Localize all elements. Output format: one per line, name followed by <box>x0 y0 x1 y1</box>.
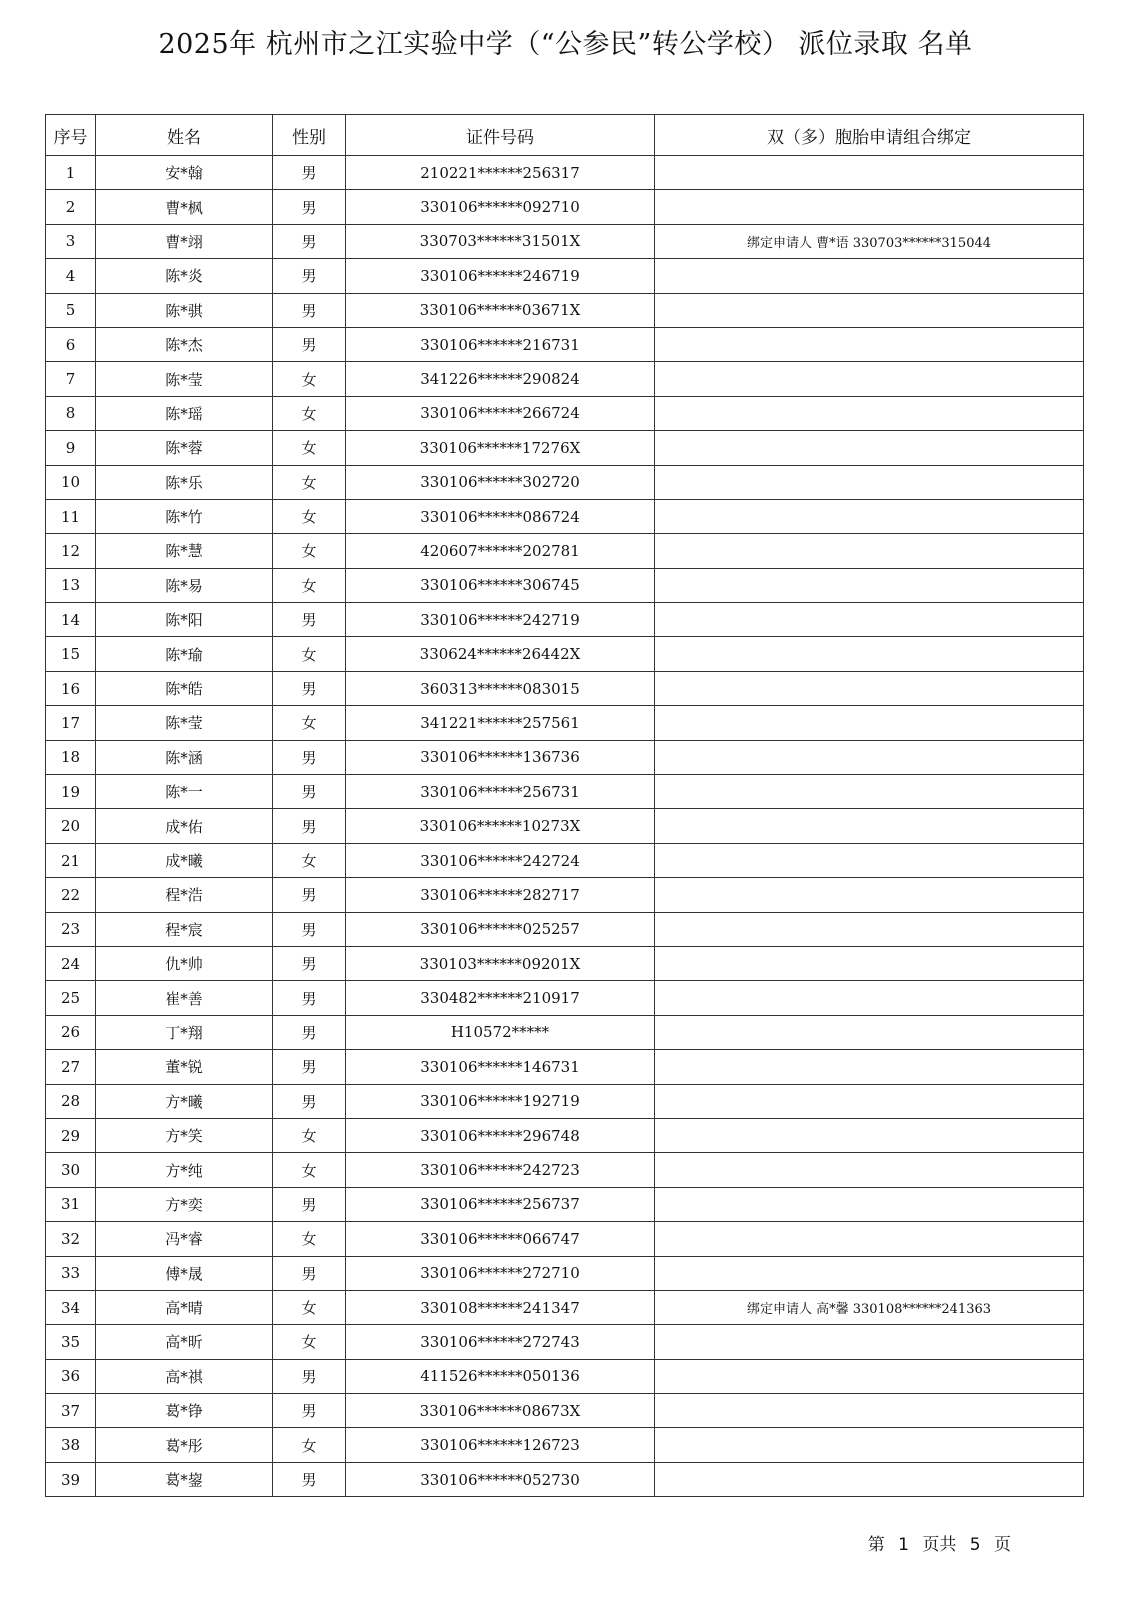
id-number: 330106******242719 <box>346 603 655 637</box>
id-number: 330482******210917 <box>346 981 655 1015</box>
student-name: 陈*莹 <box>96 362 273 396</box>
id-number: 330106******266724 <box>346 396 655 430</box>
student-name: 陈*一 <box>96 775 273 809</box>
id-number: 330106******17276X <box>346 431 655 465</box>
table-row <box>46 327 1084 361</box>
student-name: 方*曦 <box>96 1084 273 1118</box>
twin-binding <box>655 362 1084 396</box>
twin-binding <box>655 740 1084 774</box>
table-row <box>46 224 1084 258</box>
student-name: 陈*瑶 <box>96 396 273 430</box>
id-number: 330108******241347 <box>346 1290 655 1324</box>
table-row <box>46 1084 1084 1118</box>
table-row <box>46 1394 1084 1428</box>
id-number: 330106******025257 <box>346 912 655 946</box>
table-row <box>46 362 1084 396</box>
twin-binding <box>655 1050 1084 1084</box>
student-name: 曹*枫 <box>96 190 273 224</box>
twin-binding <box>655 431 1084 465</box>
row-index: 17 <box>46 706 96 740</box>
row-index: 7 <box>46 362 96 396</box>
table-row <box>46 396 1084 430</box>
id-number: 341221******257561 <box>346 706 655 740</box>
id-number: 330106******136736 <box>346 740 655 774</box>
student-name: 崔*善 <box>96 981 273 1015</box>
gender: 女 <box>273 1153 346 1187</box>
student-name: 安*翰 <box>96 156 273 190</box>
table-row <box>46 568 1084 602</box>
table-row <box>46 843 1084 877</box>
row-index: 10 <box>46 465 96 499</box>
twin-binding <box>655 1187 1084 1221</box>
row-index: 38 <box>46 1428 96 1462</box>
twin-binding <box>655 671 1084 705</box>
row-index: 4 <box>46 259 96 293</box>
twin-binding <box>655 912 1084 946</box>
table-row <box>46 465 1084 499</box>
table-row <box>46 534 1084 568</box>
twin-binding <box>655 843 1084 877</box>
gender: 女 <box>273 1290 346 1324</box>
gender: 男 <box>273 1394 346 1428</box>
header-twin-binding: 双（多）胞胎申请组合绑定 <box>655 115 1084 156</box>
gender: 男 <box>273 190 346 224</box>
table-row <box>46 706 1084 740</box>
row-index: 24 <box>46 946 96 980</box>
gender: 女 <box>273 1428 346 1462</box>
twin-binding <box>655 1118 1084 1152</box>
student-name: 陈*阳 <box>96 603 273 637</box>
row-index: 1 <box>46 156 96 190</box>
twin-binding: 绑定申请人 曹*语 330703******315044 <box>655 224 1084 258</box>
row-index: 28 <box>46 1084 96 1118</box>
student-name: 方*纯 <box>96 1153 273 1187</box>
id-number: 330106******256731 <box>346 775 655 809</box>
gender: 男 <box>273 878 346 912</box>
table-row <box>46 1222 1084 1256</box>
row-index: 22 <box>46 878 96 912</box>
gender: 女 <box>273 431 346 465</box>
row-index: 23 <box>46 912 96 946</box>
twin-binding <box>655 534 1084 568</box>
table-row <box>46 499 1084 533</box>
table-row <box>46 637 1084 671</box>
table-row <box>46 1015 1084 1049</box>
id-number: 330106******03671X <box>346 293 655 327</box>
id-number: 330106******10273X <box>346 809 655 843</box>
twin-binding <box>655 259 1084 293</box>
gender: 男 <box>273 327 346 361</box>
header-name: 姓名 <box>96 115 273 156</box>
id-number: 330106******246719 <box>346 259 655 293</box>
twin-binding <box>655 1222 1084 1256</box>
page-title: 2025年 杭州市之江实验中学（“公参民”转公学校） 派位录取 名单 <box>158 29 973 60</box>
row-index: 20 <box>46 809 96 843</box>
gender: 男 <box>273 912 346 946</box>
table-row <box>46 1462 1084 1496</box>
twin-binding <box>655 706 1084 740</box>
row-index: 8 <box>46 396 96 430</box>
id-number: 330106******256737 <box>346 1187 655 1221</box>
gender: 男 <box>273 1084 346 1118</box>
table-row <box>46 740 1084 774</box>
student-name: 陈*皓 <box>96 671 273 705</box>
table-row <box>46 775 1084 809</box>
twin-binding <box>655 1462 1084 1496</box>
student-name: 陈*炎 <box>96 259 273 293</box>
student-name: 陈*瑜 <box>96 637 273 671</box>
row-index: 27 <box>46 1050 96 1084</box>
row-index: 6 <box>46 327 96 361</box>
id-number: 330106******296748 <box>346 1118 655 1152</box>
id-number: 341226******290824 <box>346 362 655 396</box>
table-row <box>46 190 1084 224</box>
gender: 女 <box>273 1118 346 1152</box>
table-row <box>46 1359 1084 1393</box>
table-row <box>46 1256 1084 1290</box>
gender: 男 <box>273 775 346 809</box>
twin-binding <box>655 809 1084 843</box>
twin-binding <box>655 1084 1084 1118</box>
id-number: 330106******126723 <box>346 1428 655 1462</box>
row-index: 2 <box>46 190 96 224</box>
gender: 女 <box>273 1325 346 1359</box>
gender: 男 <box>273 259 346 293</box>
gender: 男 <box>273 809 346 843</box>
gender: 男 <box>273 293 346 327</box>
gender: 男 <box>273 1359 346 1393</box>
row-index: 16 <box>46 671 96 705</box>
twin-binding <box>655 1325 1084 1359</box>
admission-table <box>45 114 1084 1497</box>
row-index: 13 <box>46 568 96 602</box>
row-index: 15 <box>46 637 96 671</box>
student-name: 程*宸 <box>96 912 273 946</box>
twin-binding <box>655 396 1084 430</box>
student-name: 高*晴 <box>96 1290 273 1324</box>
gender: 女 <box>273 706 346 740</box>
gender: 男 <box>273 1462 346 1496</box>
twin-binding <box>655 878 1084 912</box>
student-name: 陈*涵 <box>96 740 273 774</box>
gender: 女 <box>273 465 346 499</box>
twin-binding <box>655 1256 1084 1290</box>
row-index: 3 <box>46 224 96 258</box>
row-index: 11 <box>46 499 96 533</box>
gender: 男 <box>273 1015 346 1049</box>
twin-binding <box>655 981 1084 1015</box>
gender: 男 <box>273 603 346 637</box>
id-number: 330106******306745 <box>346 568 655 602</box>
table-row <box>46 912 1084 946</box>
table-header-row <box>46 115 1084 156</box>
id-number: 330106******216731 <box>346 327 655 361</box>
gender: 女 <box>273 534 346 568</box>
row-index: 32 <box>46 1222 96 1256</box>
row-index: 5 <box>46 293 96 327</box>
gender: 女 <box>273 568 346 602</box>
gender: 男 <box>273 740 346 774</box>
student-name: 葛*铮 <box>96 1394 273 1428</box>
twin-binding <box>655 946 1084 980</box>
gender: 男 <box>273 156 346 190</box>
id-number: 330106******052730 <box>346 1462 655 1496</box>
id-number: 330703******31501X <box>346 224 655 258</box>
twin-binding: 绑定申请人 高*馨 330108******241363 <box>655 1290 1084 1324</box>
table-row <box>46 1290 1084 1324</box>
twin-binding <box>655 1359 1084 1393</box>
gender: 女 <box>273 637 346 671</box>
student-name: 葛*鋆 <box>96 1462 273 1496</box>
row-index: 26 <box>46 1015 96 1049</box>
footer-middle: 页共 <box>922 1535 957 1555</box>
gender: 男 <box>273 671 346 705</box>
student-name: 仇*帅 <box>96 946 273 980</box>
id-number: 210221******256317 <box>346 156 655 190</box>
gender: 男 <box>273 1187 346 1221</box>
gender: 男 <box>273 224 346 258</box>
id-number: 330106******086724 <box>346 499 655 533</box>
row-index: 25 <box>46 981 96 1015</box>
twin-binding <box>655 465 1084 499</box>
header-gender: 性别 <box>273 115 346 156</box>
student-name: 傅*晟 <box>96 1256 273 1290</box>
table-row <box>46 878 1084 912</box>
twin-binding <box>655 1015 1084 1049</box>
student-name: 方*奕 <box>96 1187 273 1221</box>
student-name: 丁*翔 <box>96 1015 273 1049</box>
student-name: 陈*慧 <box>96 534 273 568</box>
row-index: 30 <box>46 1153 96 1187</box>
gender: 女 <box>273 1222 346 1256</box>
id-number: 330106******272743 <box>346 1325 655 1359</box>
student-name: 程*浩 <box>96 878 273 912</box>
row-index: 29 <box>46 1118 96 1152</box>
table-row <box>46 809 1084 843</box>
row-index: 33 <box>46 1256 96 1290</box>
footer-total-pages: 5 <box>969 1535 981 1555</box>
id-number: 330106******272710 <box>346 1256 655 1290</box>
row-index: 21 <box>46 843 96 877</box>
student-name: 陈*杰 <box>96 327 273 361</box>
twin-binding <box>655 568 1084 602</box>
twin-binding <box>655 293 1084 327</box>
twin-binding <box>655 775 1084 809</box>
page-footer <box>868 1530 1011 1555</box>
student-name: 陈*蓉 <box>96 431 273 465</box>
id-number: 330106******192719 <box>346 1084 655 1118</box>
table-row <box>46 1325 1084 1359</box>
gender: 女 <box>273 499 346 533</box>
id-number: H10572***** <box>346 1015 655 1049</box>
student-name: 陈*莹 <box>96 706 273 740</box>
gender: 女 <box>273 843 346 877</box>
row-index: 19 <box>46 775 96 809</box>
table-row <box>46 1153 1084 1187</box>
table-row <box>46 1050 1084 1084</box>
twin-binding <box>655 327 1084 361</box>
twin-binding <box>655 1153 1084 1187</box>
table-row <box>46 431 1084 465</box>
twin-binding <box>655 156 1084 190</box>
student-name: 陈*骐 <box>96 293 273 327</box>
id-number: 360313******083015 <box>346 671 655 705</box>
twin-binding <box>655 637 1084 671</box>
student-name: 冯*睿 <box>96 1222 273 1256</box>
row-index: 31 <box>46 1187 96 1221</box>
row-index: 12 <box>46 534 96 568</box>
student-name: 陈*易 <box>96 568 273 602</box>
header-id-number: 证件号码 <box>346 115 655 156</box>
table-row <box>46 1187 1084 1221</box>
row-index: 14 <box>46 603 96 637</box>
student-name: 成*佑 <box>96 809 273 843</box>
gender: 男 <box>273 946 346 980</box>
gender: 女 <box>273 362 346 396</box>
row-index: 18 <box>46 740 96 774</box>
twin-binding <box>655 499 1084 533</box>
row-index: 35 <box>46 1325 96 1359</box>
id-number: 420607******202781 <box>346 534 655 568</box>
student-name: 高*昕 <box>96 1325 273 1359</box>
table-row <box>46 946 1084 980</box>
table-row <box>46 1428 1084 1462</box>
table-row <box>46 603 1084 637</box>
id-number: 330106******092710 <box>346 190 655 224</box>
student-name: 方*笑 <box>96 1118 273 1152</box>
row-index: 36 <box>46 1359 96 1393</box>
twin-binding <box>655 603 1084 637</box>
id-number: 330106******146731 <box>346 1050 655 1084</box>
id-number: 330106******08673X <box>346 1394 655 1428</box>
id-number: 330106******302720 <box>346 465 655 499</box>
twin-binding <box>655 190 1084 224</box>
gender: 女 <box>273 396 346 430</box>
id-number: 411526******050136 <box>346 1359 655 1393</box>
student-name: 成*曦 <box>96 843 273 877</box>
table-row <box>46 156 1084 190</box>
id-number: 330106******242723 <box>346 1153 655 1187</box>
footer-suffix: 页 <box>994 1535 1011 1555</box>
table-row <box>46 293 1084 327</box>
twin-binding <box>655 1428 1084 1462</box>
footer-prefix: 第 <box>867 1535 885 1555</box>
row-index: 37 <box>46 1394 96 1428</box>
id-number: 330103******09201X <box>346 946 655 980</box>
student-name: 葛*彤 <box>96 1428 273 1462</box>
student-name: 曹*翊 <box>96 224 273 258</box>
id-number: 330106******242724 <box>346 843 655 877</box>
table-row <box>46 1118 1084 1152</box>
table-row <box>46 981 1084 1015</box>
table-row <box>46 671 1084 705</box>
footer-page-number: 1 <box>898 1535 909 1555</box>
twin-binding <box>655 1394 1084 1428</box>
student-name: 陈*竹 <box>96 499 273 533</box>
gender: 男 <box>273 1256 346 1290</box>
id-number: 330106******066747 <box>346 1222 655 1256</box>
table-body <box>46 156 1084 1497</box>
table-row <box>46 259 1084 293</box>
header-index: 序号 <box>46 115 96 156</box>
row-index: 9 <box>46 431 96 465</box>
row-index: 34 <box>46 1290 96 1324</box>
gender: 男 <box>273 981 346 1015</box>
gender: 男 <box>273 1050 346 1084</box>
id-number: 330624******26442X <box>346 637 655 671</box>
student-name: 高*祺 <box>96 1359 273 1393</box>
row-index: 39 <box>46 1462 96 1496</box>
student-name: 陈*乐 <box>96 465 273 499</box>
student-name: 董*锐 <box>96 1050 273 1084</box>
id-number: 330106******282717 <box>346 878 655 912</box>
